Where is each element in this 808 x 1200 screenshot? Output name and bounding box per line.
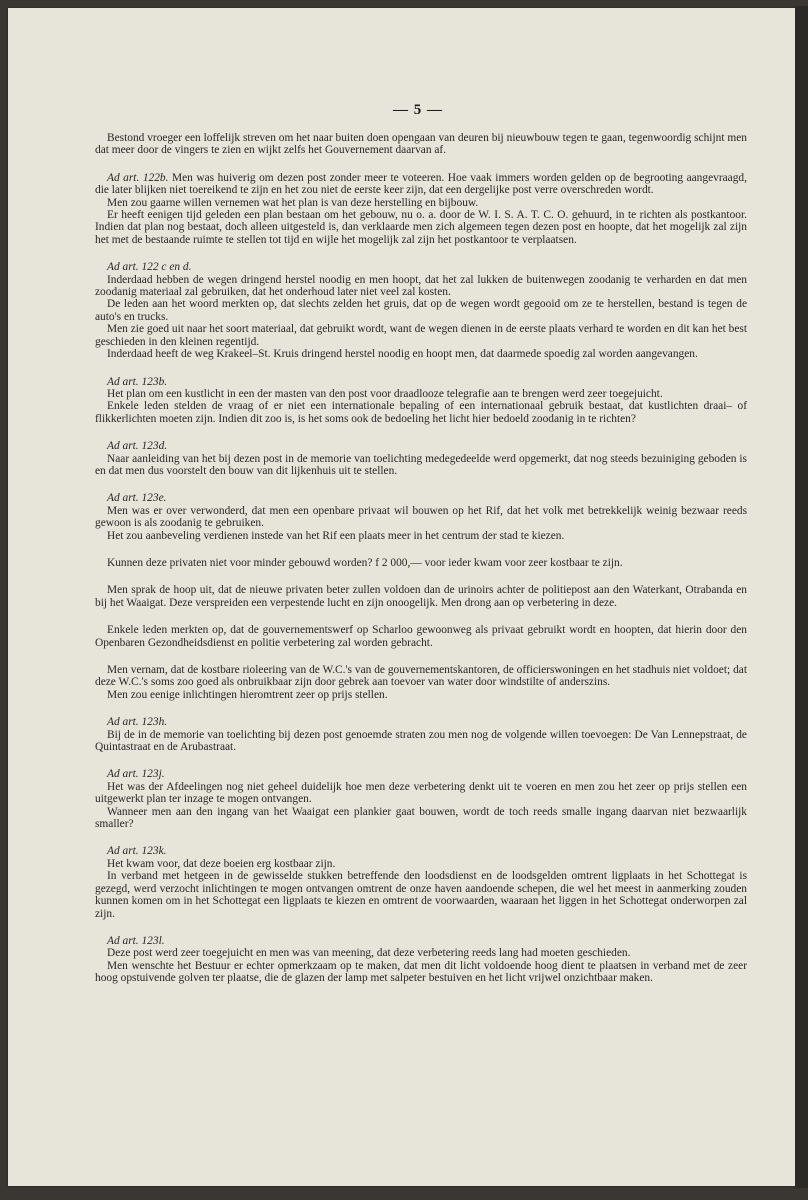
paragraph-text: Men was huiverig om dezen post zonder meer te voteeren. Hoe vaak immers worden gelden op de begrooting aangevraagd, die later blijken niet toereikend te zijn en het zou niet de eerste keer zijn, dat een dergelijke post verre overschreden wordt. <box>95 171 747 197</box>
section-heading: Ad art. 122b. <box>107 171 169 184</box>
paragraph: Men zie goed uit naar het soort materiaal, dat gebruikt wordt, want de wegen dienen in de eerste plaats verhard te worden en dit kan het best geschieden in den kleinen regentijd. <box>95 323 747 348</box>
section-heading: Ad art. 123b. <box>107 375 168 388</box>
section-heading: Ad art. 122 c en d. <box>107 261 192 274</box>
section-art-123j <box>95 768 747 830</box>
paragraph: Men zou gaarne willen vernemen wat het plan is van deze herstelling en bijbouw. <box>107 196 479 209</box>
section-art-123d <box>95 440 747 477</box>
extra-paragraph <box>95 624 747 649</box>
paragraph: Enkele leden stelden de vraag of er niet een internationale bepaling of een internationaal gebruik bestaat, dat kustlichten draai– of flikkerlichten moeten zijn. Indien dit zoo is, is het soms ook de bedoeling het licht hier bedoeld zoodanig in te richten? <box>95 400 747 425</box>
section-heading: Ad art. 123j. <box>107 768 165 781</box>
paragraph: Het kwam voor, dat deze boeien erg kostbaar zijn. <box>107 857 336 870</box>
paragraph: Naar aanleiding van het bij dezen post in de memorie van toelichting medegedeelde werd opgemerkt, dat nog steeds bezuiniging geboden is en dat men dus voorstelt den bouw van dit lijkenhuis uit te stellen. <box>95 452 747 477</box>
paragraph: Het plan om een kustlicht in een der masten van den post voor draadlooze telegrafie aan te brengen werd zeer toegejuicht. <box>107 387 663 400</box>
section-art-122cd <box>95 261 747 360</box>
paragraph: Men wenschte het Bestuur er echter opmerkzaam op te maken, dat men dit licht voldoende hoog dient te plaatsen in verband met de zeer hoog opstuivende golven ter plaatse, die de glazen der lamp met salpeter bestuiven en het licht vrijwel onzichtbaar maken. <box>95 959 747 985</box>
paragraph: Het was der Afdeelingen nog niet geheel duidelijk hoe men deze verbetering denkt uit te voeren en men zou het zeer op prijs stellen een uitgewerkt plan ter inzage te mogen ontvangen. <box>95 780 747 806</box>
paragraph: Inderdaad heeft de weg Krakeel–St. Kruis dringend herstel noodig en hoopt men, dat daarmede spoedig zal worden aangevangen. <box>107 348 698 361</box>
paragraph: Men was er over verwonderd, dat men een openbare privaat wil bouwen op het Rif, dat het volk met betrekkelijk weinig bezwaar reeds gewoon is als zoodanig te gebruiken. <box>95 504 747 530</box>
paragraph: Wanneer men aan den ingang van het Waaigat een plankier gaat bouwen, wordt de toch reeds smalle ingang daarvan niet bezwaarlijk smaller? <box>95 805 747 831</box>
section-art-123b <box>95 376 747 426</box>
section-heading: Ad art. 123d. <box>107 440 168 453</box>
section-heading: Ad art. 123h. <box>107 716 168 729</box>
section-art-122b <box>95 172 747 246</box>
paragraph: Men zou eenige inlichtingen hieromtrent zeer op prijs stellen. <box>107 688 388 701</box>
paragraph <box>95 172 747 197</box>
paragraph: Kunnen deze privaten niet voor minder gebouwd worden? f 2 000,— voor ieder kwam voor zeer kostbaar te zijn. <box>107 556 623 569</box>
extra-paragraph <box>95 664 747 701</box>
intro-block <box>95 132 747 157</box>
paragraph: Men vernam, dat de kostbare rioleering van de W.C.'s van de gouvernementskantoren, de officierswoningen en het stadhuis niet voldoet; dat deze W.C.'s soms zoo goed als onbruikbaar zijn door gebrek aan toevoer van water door windstilte of anderszins. <box>95 664 747 689</box>
extra-paragraph <box>95 584 747 609</box>
extra-paragraph <box>95 557 747 569</box>
paragraph: Bij de in de memorie van toelichting bij dezen post genoemde straten zou men nog de volgende willen toevoegen: De Van Lennepstraat, de Quintastraat en de Arubastraat. <box>95 728 747 754</box>
page-number: — 5 — <box>393 102 443 118</box>
paragraph: Het zou aanbeveling verdienen instede van het Rif een plaats meer in het centrum der stad te kiezen. <box>107 529 565 542</box>
paragraph: De leden aan het woord merkten op, dat slechts zelden het gruis, dat op de wegen wordt gegooid om ze te herstellen, bestand is tegen de auto's en trucks. <box>95 298 747 323</box>
section-heading: Ad art. 123e. <box>107 492 167 505</box>
paragraph: Bestond vroeger een loffelijk streven om het naar buiten doen opengaan van deuren bij nieuwbouw tegen te gaan, tegenwoordig schijnt men dat meer door de vingers te zien en wijkt zelfs het Gouvernement daarvan af. <box>95 132 747 157</box>
page-edge-shadow <box>795 6 808 1188</box>
section-heading: Ad art. 123l. <box>107 934 165 947</box>
paragraph: Er heeft eenigen tijd geleden een plan bestaan om het gebouw, nu o. a. door de W. I. S. A. T. C. O. gehuurd, in te richten als postkantoor. Indien dat plan nog bestaat, doch alleen uitgesteld is, dan verklaarde men zich algemeen tegen dezen post en hoopte, dat het mogelijk zal zijn het met de bestaande ruimte te stellen tot tijd en wijle het mogelijk zal zijn het postkantoor te verplaatsen. <box>95 209 747 246</box>
paragraph: Enkele leden merkten op, dat de gouvernementswerf op Scharloo gewoonweg als privaat gebruikt wordt en hoopten, dat hierin door den Openbaren Gezondheidsdienst en politie verbetering zal worden gebracht. <box>95 624 747 649</box>
section-art-123h <box>95 716 747 753</box>
paragraph: Men sprak de hoop uit, dat de nieuwe privaten beter zullen voldoen dan de urinoirs achter de politiepost aan den Waterkant, Otrabanda en bij het Waaigat. Deze verspreiden een verpestende lucht en zijn onoogelijk. Men drong aan op verbetering in deze. <box>95 584 747 609</box>
paragraph: In verband met hetgeen in de gewisselde stukken betreffende den loodsdienst en de loodsgelden omtrent ligplaats in het Schottegat is gezegd, werd verzocht inlichtingen te mogen ontvangen omtrent de onze haven aandoende schepen, die wel het meest in aanmerking zouden kunnen komen om in het Schottegat een ligplaats te kiezen en omtrent de voorwaarden, waaraan het liggen in het Schottegat onderworpen zal zijn. <box>95 870 747 920</box>
section-art-123k <box>95 845 747 919</box>
section-art-123e <box>95 492 747 542</box>
section-art-123l <box>95 935 747 985</box>
document-body <box>95 132 747 1000</box>
paragraph: Inderdaad hebben de wegen dringend herstel noodig en men hoopt, dat het zal lukken de buitenwegen zoodanig te verharden en dat men zoodanig materiaal zal gebruiken, dat het onderhoud later niet veel zal kosten. <box>95 273 747 299</box>
document-page <box>8 8 795 1186</box>
section-heading: Ad art. 123k. <box>107 845 167 858</box>
paragraph: Deze post werd zeer toegejuicht en men was van meening, dat deze verbetering reeds lang had moeten geschieden. <box>107 947 631 960</box>
